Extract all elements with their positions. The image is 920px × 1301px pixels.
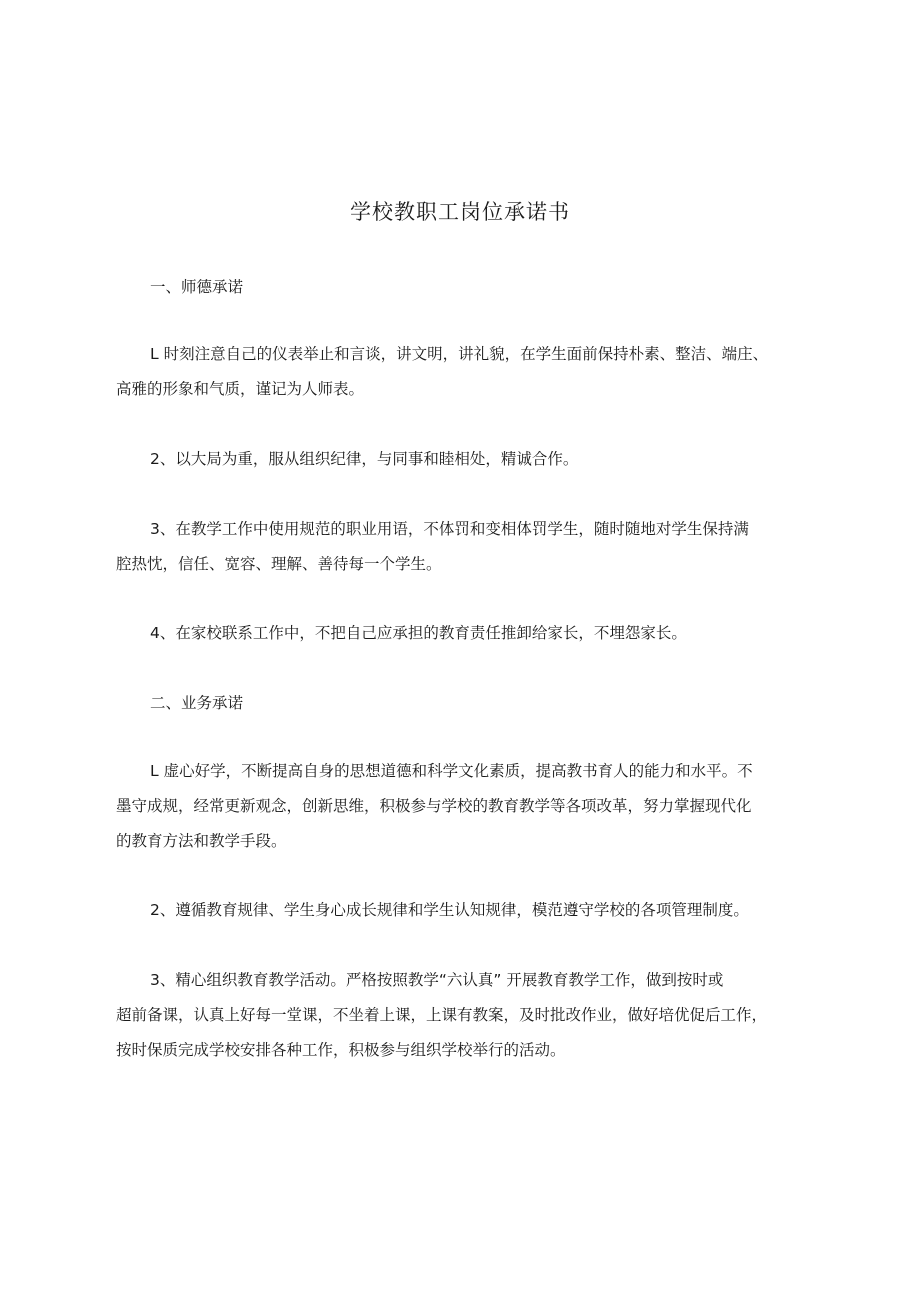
paragraph-line: 的教育方法和教学手段。 bbox=[116, 832, 287, 850]
section-heading: 一、师德承诺 bbox=[150, 278, 244, 296]
paragraph-line: 4、在家校联系工作中，不把自己应承担的教育责任推卸给家长，不埋怨家长。 bbox=[150, 624, 687, 642]
document-title: 学校教职工岗位承诺书 bbox=[350, 200, 570, 224]
section-heading-business bbox=[116, 686, 820, 721]
section-heading: 二、业务承诺 bbox=[150, 694, 244, 712]
paragraph-line: L 虚心好学，不断提高自身的思想道德和科学文化素质，提高教书育人的能力和水平。不 bbox=[150, 762, 753, 780]
business-item-1 bbox=[116, 754, 820, 859]
ethics-item-2 bbox=[116, 442, 820, 477]
ethics-item-3 bbox=[116, 512, 820, 582]
ethics-item-1 bbox=[116, 337, 820, 407]
paragraph-line: 高雅的形象和气质，谨记为人师表。 bbox=[116, 380, 365, 398]
paragraph-line: 超前备课，认真上好每一堂课，不坐着上课，上课有教案，及时批改作业，做好培优促后工作， bbox=[116, 1006, 768, 1024]
paragraph-line: 3、精心组织教育教学活动。严格按照教学“六认真” 开展教育教学工作，做到按时或 bbox=[150, 971, 724, 989]
paragraph-line: 2、以大局为重，服从组织纪律，与同事和睦相处，精诚合作。 bbox=[150, 450, 579, 468]
business-item-3 bbox=[116, 963, 820, 1068]
paragraph-line: L 时刻注意自己的仪表举止和言谈，讲文明，讲礼貌，在学生面前保持朴素、整洁、端庄、 bbox=[150, 345, 769, 363]
paragraph-line: 3、在教学工作中使用规范的职业用语，不体罚和变相体罚学生，随时随地对学生保持满 bbox=[150, 520, 749, 538]
paragraph-line: 腔热忱，信任、宽容、理解、善待每一个学生。 bbox=[116, 555, 442, 573]
paragraph-line: 2、遵循教育规律、学生身心成长规律和学生认知规律，模范遵守学校的各项管理制度。 bbox=[150, 901, 749, 919]
ethics-item-4 bbox=[116, 616, 820, 651]
section-heading-ethics bbox=[116, 270, 820, 305]
paragraph-line: 按时保质完成学校安排各种工作，积极参与组织学校举行的活动。 bbox=[116, 1041, 566, 1059]
business-item-2 bbox=[116, 893, 820, 928]
paragraph-line: 墨守成规，经常更新观念，创新思维，积极参与学校的教育教学等各项改革，努力掌握现代化 bbox=[116, 797, 752, 815]
